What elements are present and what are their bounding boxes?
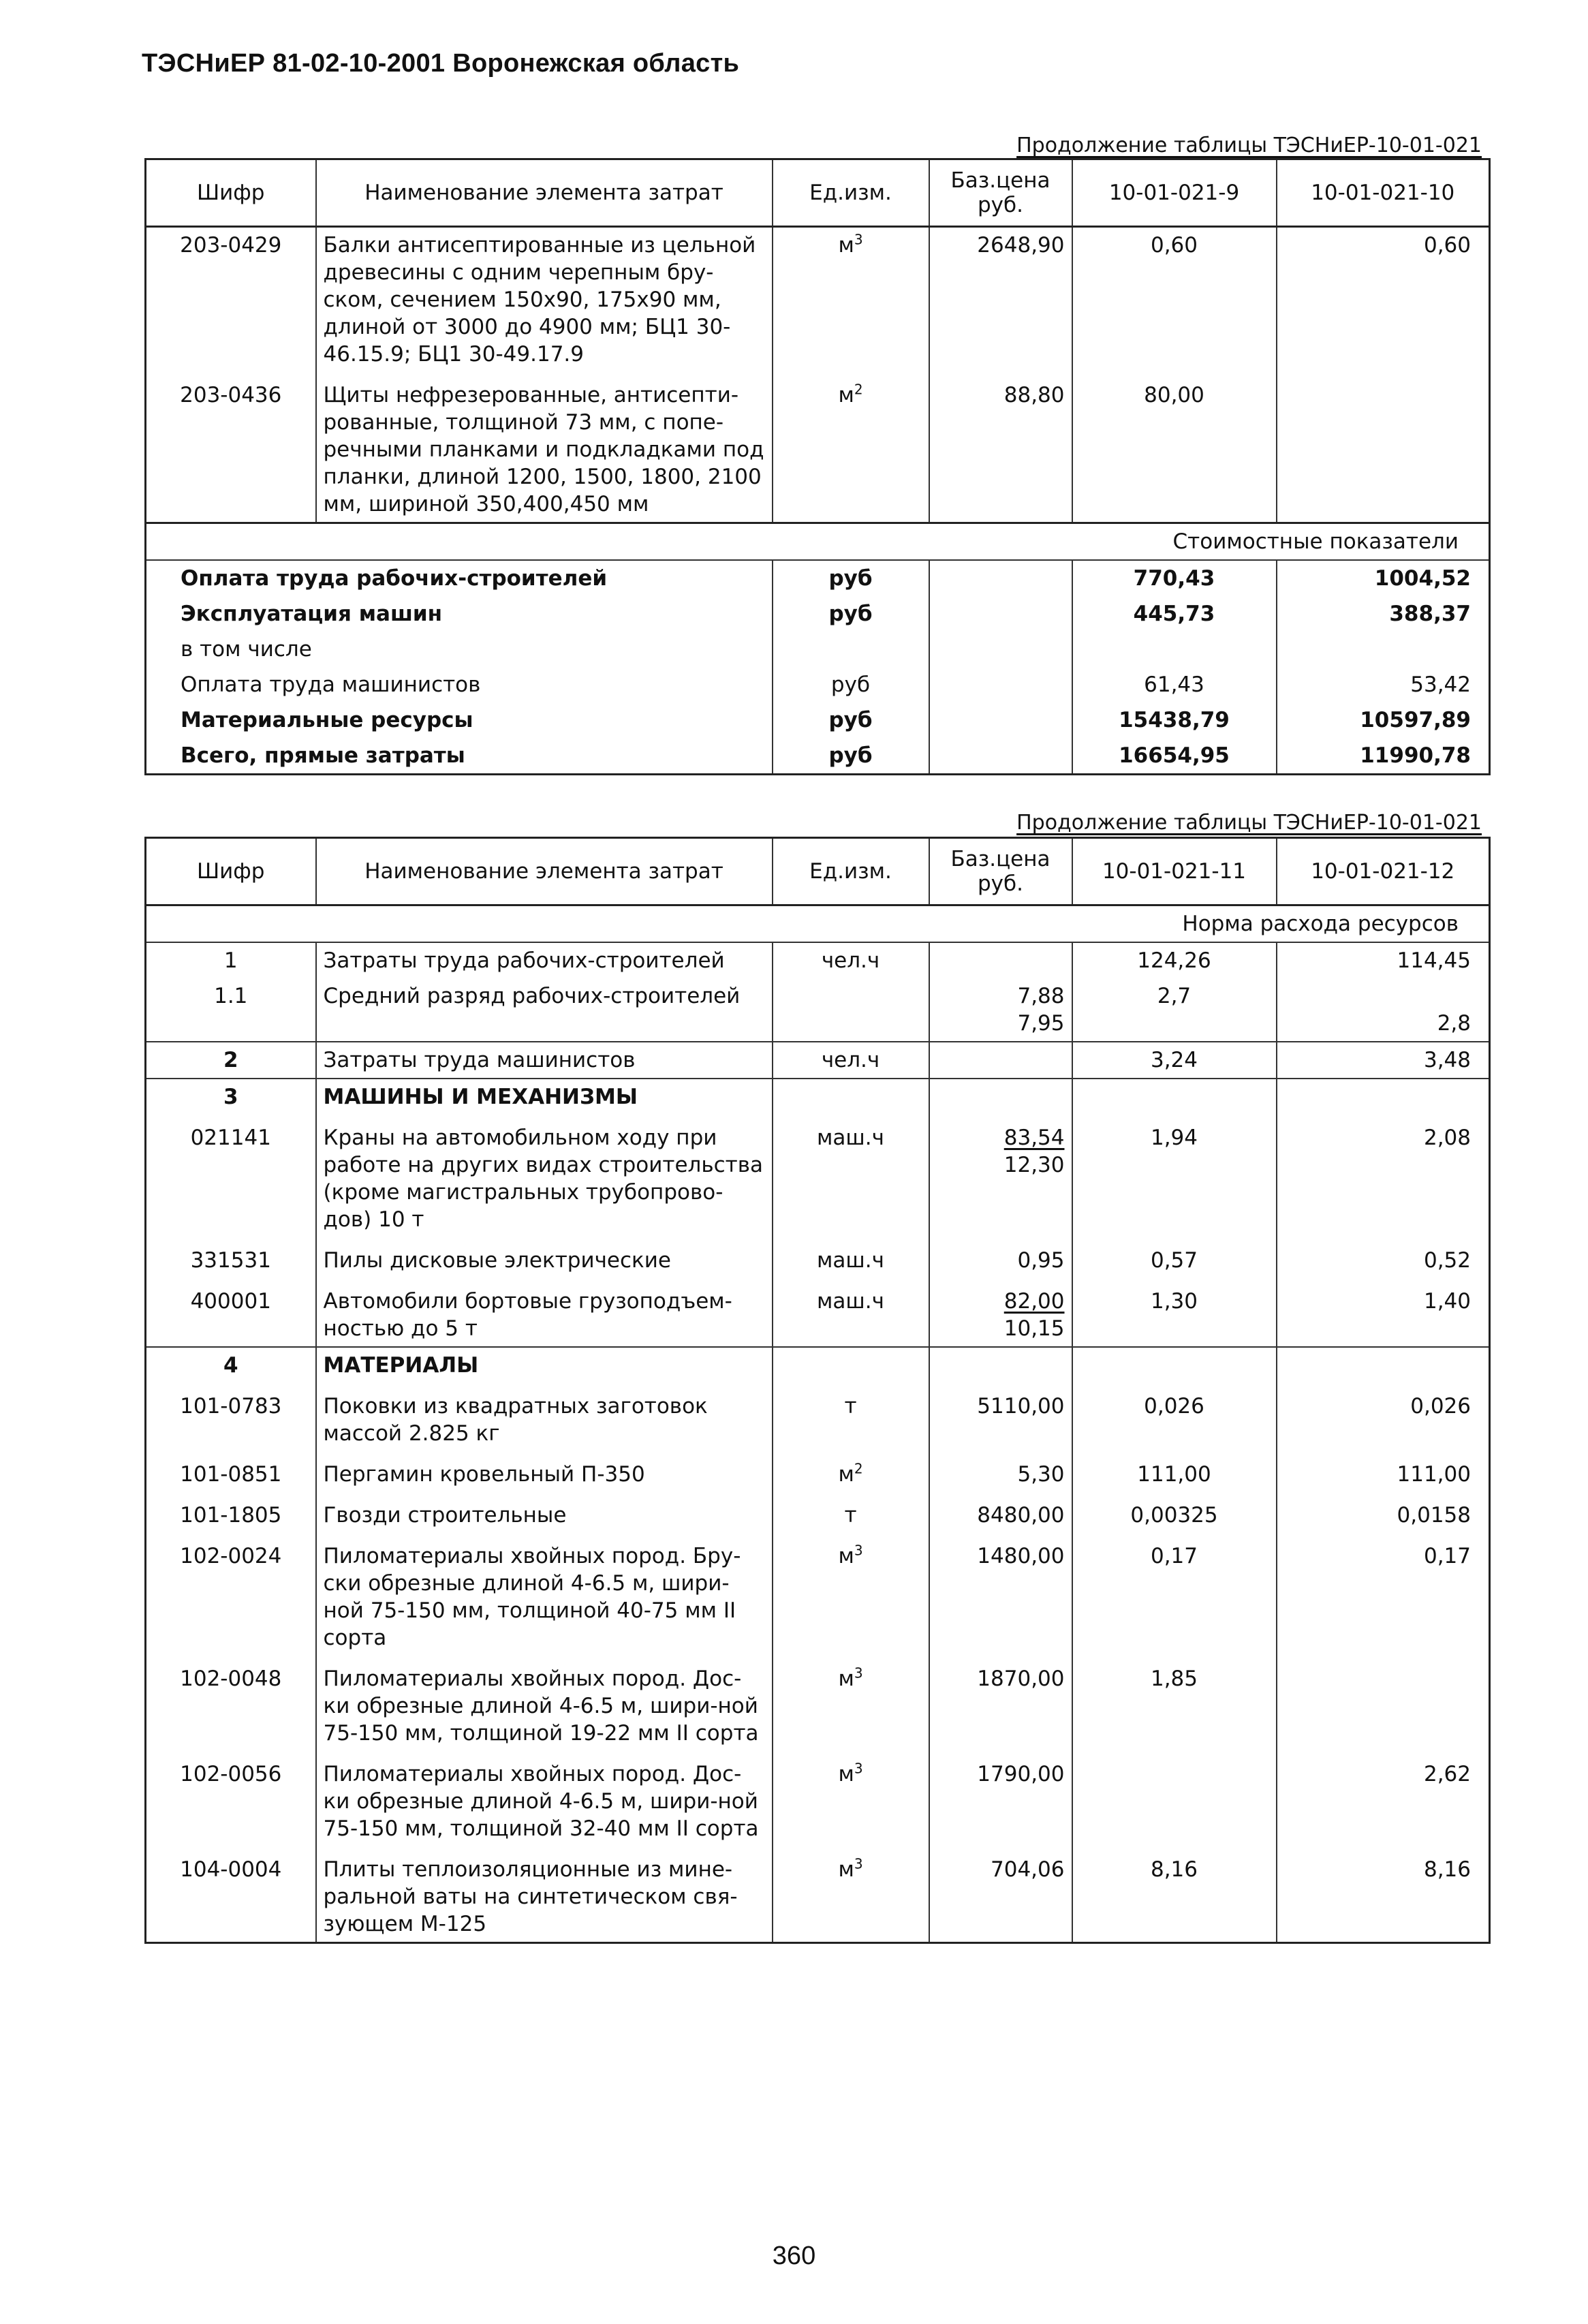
material-row xyxy=(146,1751,1490,1846)
row-unit: маш.ч xyxy=(773,1237,929,1278)
table-row xyxy=(146,978,1490,1042)
header-code: Шифр xyxy=(146,838,316,905)
row-name: Автомобили бортовые грузоподъем-ностью до 5 т xyxy=(316,1278,773,1347)
unit-exponent: 2 xyxy=(854,1460,863,1477)
empty-cell xyxy=(773,1347,929,1383)
row-code: 400001 xyxy=(146,1278,316,1347)
row-value-1: 80,00 xyxy=(1072,372,1277,523)
cost-row xyxy=(146,560,1490,596)
row-price xyxy=(929,978,1072,1042)
row-price xyxy=(929,1042,1072,1079)
row-value-1: 0,00325 xyxy=(1072,1492,1277,1533)
resource-table-1 xyxy=(144,158,1491,775)
unit-text: т xyxy=(844,1503,857,1528)
unit-exponent: 3 xyxy=(854,231,863,248)
header-name: Наименование элемента затрат xyxy=(316,838,773,905)
row-name: Поковки из квадратных заготовок массой 2.825 кг xyxy=(316,1383,773,1451)
cost-price-empty xyxy=(929,596,1072,632)
row-value-2: 111,00 xyxy=(1277,1451,1490,1492)
table-row xyxy=(146,227,1490,373)
row-value-1: 1,85 xyxy=(1072,1656,1277,1751)
header-price: Баз.цена руб. xyxy=(929,159,1072,227)
row-value-2 xyxy=(1277,1656,1490,1751)
row-unit: чел.ч xyxy=(773,1042,929,1079)
cost-unit: руб xyxy=(773,596,929,632)
header-col-12: 10-01-021-12 xyxy=(1277,838,1490,905)
cost-unit: руб xyxy=(773,667,929,702)
row-name: Пиломатериалы хвойных пород. Дос-ки обрезные длиной 4-6.5 м, шири-ной 75-150 мм, толщиной 19-22 мм II сорта xyxy=(316,1656,773,1751)
row-code: 203-0436 xyxy=(146,372,316,523)
row-code: 2 xyxy=(146,1042,316,1079)
empty-cell xyxy=(929,1347,1072,1383)
machine-row xyxy=(146,1278,1490,1347)
row-code: 1.1 xyxy=(146,978,316,1042)
row-value-2 xyxy=(1277,372,1490,523)
table-row xyxy=(146,942,1490,978)
row-price xyxy=(929,1278,1072,1347)
row-price: 1790,00 xyxy=(929,1751,1072,1846)
page-number: 360 xyxy=(772,2242,816,2270)
row-price: 88,80 xyxy=(929,372,1072,523)
row-unit: чел.ч xyxy=(773,942,929,978)
row-unit xyxy=(773,1751,929,1846)
row-price: 5110,00 xyxy=(929,1383,1072,1451)
band-label: Стоимостные показатели xyxy=(146,523,1490,561)
cost-row xyxy=(146,702,1490,738)
empty-cell xyxy=(1072,1079,1277,1115)
material-row xyxy=(146,1846,1490,1943)
price-total: 83,54 xyxy=(1003,1126,1065,1150)
row-price xyxy=(929,1237,1072,1278)
unit-text: м xyxy=(838,383,854,407)
cost-row xyxy=(146,738,1490,775)
row-value-1: 111,00 xyxy=(1072,1451,1277,1492)
section-heading-row xyxy=(146,1347,1490,1383)
unit-text: м xyxy=(838,1667,854,1691)
row-unit xyxy=(773,227,929,373)
header-col-9: 10-01-021-9 xyxy=(1072,159,1277,227)
header-unit: Ед.изм. xyxy=(773,159,929,227)
cost-value-1: 61,43 xyxy=(1072,667,1277,702)
cost-value-1: 770,43 xyxy=(1072,560,1277,596)
value-line: 2,8 xyxy=(1437,1011,1471,1036)
empty-cell xyxy=(929,1079,1072,1115)
unit-text: м xyxy=(838,1857,854,1882)
row-price: 704,06 xyxy=(929,1846,1072,1943)
row-value-1 xyxy=(1072,978,1277,1042)
row-code: 101-0851 xyxy=(146,1451,316,1492)
row-code: 021141 xyxy=(146,1115,316,1237)
row-name: Затраты труда машинистов xyxy=(316,1042,773,1079)
row-name: Пергамин кровельный П-350 xyxy=(316,1451,773,1492)
cost-label: Эксплуатация машин xyxy=(146,596,773,632)
row-value-2: 2,08 xyxy=(1277,1115,1490,1237)
row-price: 1480,00 xyxy=(929,1533,1072,1656)
machines-list xyxy=(146,1115,1490,1347)
price-line-a: 7,88 xyxy=(1017,984,1065,1008)
header-price: Баз.цена руб. xyxy=(929,838,1072,905)
header-col-11: 10-01-021-11 xyxy=(1072,838,1277,905)
cost-label: Оплата труда рабочих-строителей xyxy=(146,560,773,596)
cost-label: Материальные ресурсы xyxy=(146,702,773,738)
row-name: Краны на автомобильном ходу при работе на других видах строительства (кроме магистральных трубопрово-дов) 10 т xyxy=(316,1115,773,1237)
cost-price-empty xyxy=(929,667,1072,702)
row-name: Плиты теплоизоляционные из мине-ральной ваты на синтетическом свя-зующем М-125 xyxy=(316,1846,773,1943)
empty-cell xyxy=(1277,1347,1490,1383)
row-price xyxy=(929,1115,1072,1237)
table-header-row xyxy=(146,159,1490,227)
row-value-1: 1,94 xyxy=(1072,1115,1277,1237)
value-line: 2,7 xyxy=(1157,984,1192,1008)
row-value-1: 0,60 xyxy=(1072,227,1277,373)
header-code: Шифр xyxy=(146,159,316,227)
cost-price-empty xyxy=(929,632,1072,667)
unit-text: м xyxy=(838,1544,854,1568)
row-value-2: 2,62 xyxy=(1277,1751,1490,1846)
row-value-2: 114,45 xyxy=(1277,942,1490,978)
unit-exponent: 2 xyxy=(854,381,863,398)
machine-row xyxy=(146,1237,1490,1278)
row-value-2: 0,17 xyxy=(1277,1533,1490,1656)
section-band xyxy=(146,523,1490,561)
table-header-row xyxy=(146,838,1490,905)
row-code: 104-0004 xyxy=(146,1846,316,1943)
row-code: 102-0056 xyxy=(146,1751,316,1846)
row-price: 8480,00 xyxy=(929,1492,1072,1533)
row-value-1: 1,30 xyxy=(1072,1278,1277,1347)
row-code: 331531 xyxy=(146,1237,316,1278)
cost-label: в том числе xyxy=(146,632,773,667)
header-unit: Ед.изм. xyxy=(773,838,929,905)
row-value-2: 1,40 xyxy=(1277,1278,1490,1347)
price-total: 82,00 xyxy=(1003,1289,1065,1314)
cost-label: Оплата труда машинистов xyxy=(146,667,773,702)
row-code: 102-0024 xyxy=(146,1533,316,1656)
row-unit xyxy=(773,1846,929,1943)
section-code: 3 xyxy=(146,1079,316,1115)
cost-unit: руб xyxy=(773,702,929,738)
cost-value-2: 1004,52 xyxy=(1277,560,1490,596)
material-row xyxy=(146,1533,1490,1656)
price-operator-wage: 12,30 xyxy=(1003,1153,1065,1177)
cost-label: Всего, прямые затраты xyxy=(146,738,773,775)
row-name: Пиломатериалы хвойных пород. Дос-ки обрезные длиной 4-6.5 м, шири-ной 75-150 мм, толщиной 32-40 мм II сорта xyxy=(316,1751,773,1846)
cost-price-empty xyxy=(929,560,1072,596)
cost-row xyxy=(146,596,1490,632)
cost-unit: руб xyxy=(773,560,929,596)
materials-list xyxy=(146,1383,1490,1943)
unit-exponent: 3 xyxy=(854,1760,863,1777)
cost-row xyxy=(146,667,1490,702)
row-unit xyxy=(773,1533,929,1656)
row-value-1: 0,17 xyxy=(1072,1533,1277,1656)
material-row xyxy=(146,1656,1490,1751)
row-price: 2648,90 xyxy=(929,227,1072,373)
table-continuation-caption-2: Продолжение таблицы ТЭСНиЕР-10-01-021 xyxy=(1016,811,1482,835)
cost-value-2: 11990,78 xyxy=(1277,738,1490,775)
cost-row xyxy=(146,632,1490,667)
material-row xyxy=(146,1492,1490,1533)
row-value-2: 8,16 xyxy=(1277,1846,1490,1943)
cost-unit xyxy=(773,632,929,667)
unit-exponent: 3 xyxy=(854,1664,863,1682)
table-row xyxy=(146,1042,1490,1079)
unit-text: м xyxy=(838,1762,854,1786)
row-code: 101-0783 xyxy=(146,1383,316,1451)
header-col-10: 10-01-021-10 xyxy=(1277,159,1490,227)
table-row xyxy=(146,372,1490,523)
row-unit: маш.ч xyxy=(773,1278,929,1347)
cost-unit: руб xyxy=(773,738,929,775)
row-value-2: 0,52 xyxy=(1277,1237,1490,1278)
unit-exponent: 3 xyxy=(854,1855,863,1872)
row-name: Затраты труда рабочих-строителей xyxy=(316,942,773,978)
material-row xyxy=(146,1451,1490,1492)
row-price xyxy=(929,942,1072,978)
section-title: МАТЕРИАЛЫ xyxy=(316,1347,773,1383)
row-value-1: 0,57 xyxy=(1072,1237,1277,1278)
empty-cell xyxy=(1277,1079,1490,1115)
cost-value-2 xyxy=(1277,632,1490,667)
row-unit xyxy=(773,1383,929,1451)
row-code: 203-0429 xyxy=(146,227,316,373)
row-code: 1 xyxy=(146,942,316,978)
machine-row xyxy=(146,1115,1490,1237)
empty-cell xyxy=(773,1079,929,1115)
row-value-2: 3,48 xyxy=(1277,1042,1490,1079)
document-title: ТЭСНиЕР 81-02-10-2001 Воронежская область xyxy=(142,49,740,78)
row-price: 1870,00 xyxy=(929,1656,1072,1751)
row-price: 5,30 xyxy=(929,1451,1072,1492)
material-row xyxy=(146,1383,1490,1451)
row-code: 102-0048 xyxy=(146,1656,316,1751)
cost-value-1 xyxy=(1072,632,1277,667)
unit-text: т xyxy=(844,1394,857,1419)
row-unit: маш.ч xyxy=(773,1115,929,1237)
cost-indicators xyxy=(146,560,1490,775)
cost-value-1: 445,73 xyxy=(1072,596,1277,632)
row-value-2: 0,60 xyxy=(1277,227,1490,373)
table-continuation-caption: Продолжение таблицы ТЭСНиЕР-10-01-021 xyxy=(1016,134,1482,157)
cost-value-2: 53,42 xyxy=(1277,667,1490,702)
cost-value-2: 388,37 xyxy=(1277,596,1490,632)
row-value-2 xyxy=(1277,978,1490,1042)
row-value-2: 0,026 xyxy=(1277,1383,1490,1451)
empty-cell xyxy=(1072,1347,1277,1383)
cost-value-1: 16654,95 xyxy=(1072,738,1277,775)
section-code: 4 xyxy=(146,1347,316,1383)
price-line-b: 7,95 xyxy=(1017,1011,1065,1036)
row-name: Балки антисептированные из цельной древесины с одним черепным бру-ском, сечением 150х90, 175х90 мм, длиной от 3000 до 4900 мм; БЦ1 30-46.15.9; БЦ1 30-49.17.9 xyxy=(316,227,773,373)
row-value-1 xyxy=(1072,1751,1277,1846)
cost-value-2: 10597,89 xyxy=(1277,702,1490,738)
row-value-1: 8,16 xyxy=(1072,1846,1277,1943)
blank-line xyxy=(1284,982,1472,1010)
row-name: Средний разряд рабочих-строителей xyxy=(316,978,773,1042)
price-operator-wage: 10,15 xyxy=(1003,1316,1065,1341)
row-unit xyxy=(773,978,929,1042)
row-name: Пиломатериалы хвойных пород. Бру-ски обрезные длиной 4-6.5 м, шири-ной 75-150 мм, толщиной 40-75 мм II сорта xyxy=(316,1533,773,1656)
row-unit xyxy=(773,372,929,523)
unit-exponent: 3 xyxy=(854,1542,863,1559)
row-code: 101-1805 xyxy=(146,1492,316,1533)
cost-price-empty xyxy=(929,702,1072,738)
section-title: МАШИНЫ И МЕХАНИЗМЫ xyxy=(316,1079,773,1115)
band-label: Норма расхода ресурсов xyxy=(146,905,1490,943)
section-heading-row xyxy=(146,1079,1490,1115)
unit-text: м xyxy=(838,233,854,258)
row-value-2: 0,0158 xyxy=(1277,1492,1490,1533)
section-band xyxy=(146,905,1490,943)
row-unit xyxy=(773,1656,929,1751)
header-name: Наименование элемента затрат xyxy=(316,159,773,227)
row-name: Пилы дисковые электрические xyxy=(316,1237,773,1278)
row-value-1: 124,26 xyxy=(1072,942,1277,978)
cost-price-empty xyxy=(929,738,1072,775)
cost-value-1: 15438,79 xyxy=(1072,702,1277,738)
row-unit xyxy=(773,1451,929,1492)
row-unit xyxy=(773,1492,929,1533)
row-value-1: 3,24 xyxy=(1072,1042,1277,1079)
unit-text: м xyxy=(838,1462,854,1487)
resource-table-2 xyxy=(144,837,1491,1944)
row-name: Гвозди строительные xyxy=(316,1492,773,1533)
row-name: Щиты нефрезерованные, антисепти-рованные, толщиной 73 мм, с попе-речными планками и подкладками под планки, длиной 1200, 1500, 1800, 2100 мм, шириной 350,400,450 мм xyxy=(316,372,773,523)
price-total: 0,95 xyxy=(1017,1248,1065,1273)
row-value-1: 0,026 xyxy=(1072,1383,1277,1451)
